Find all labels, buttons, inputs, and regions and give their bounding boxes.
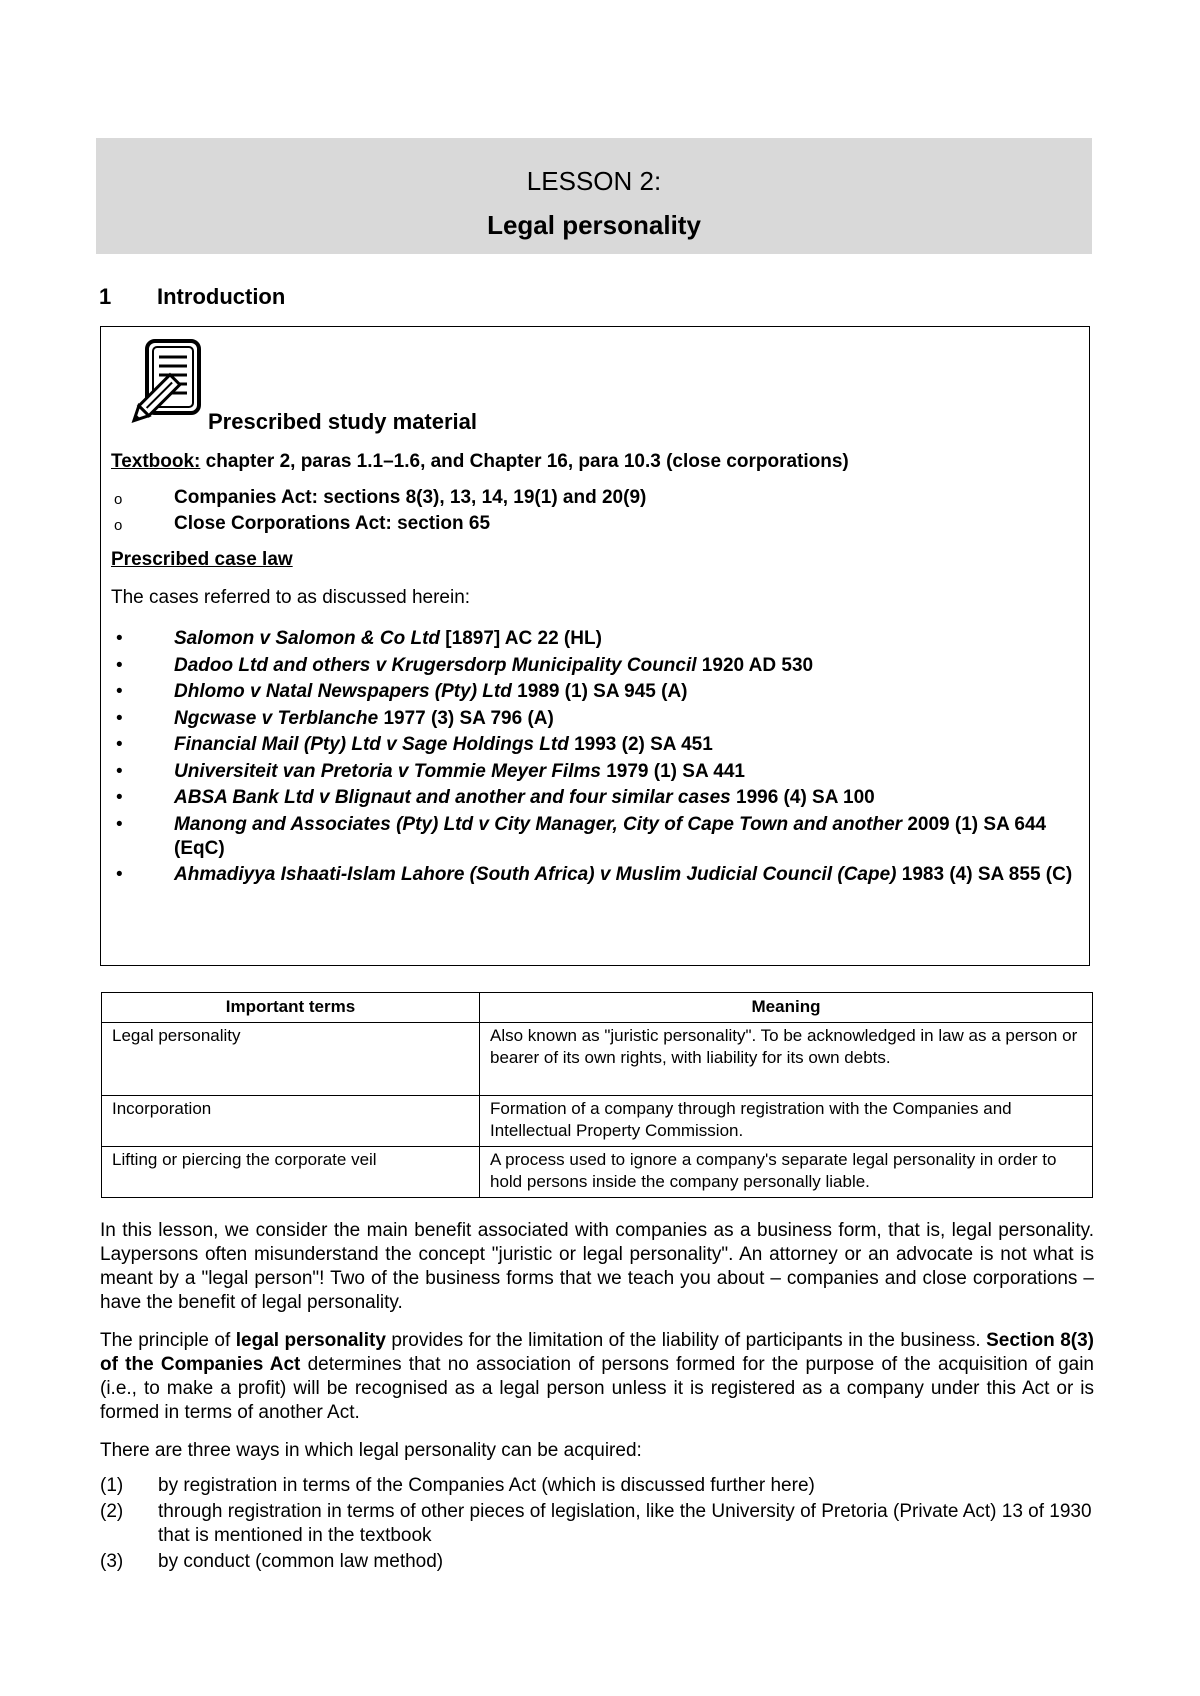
list-item: • Manong and Associates (Pty) Ltd v City Manager, City of Cape Town and another 2009 (1) SA 644 (EqC)	[116, 813, 1047, 859]
term-cell: Incorporation	[102, 1096, 480, 1147]
list-item	[100, 1474, 1094, 1498]
section-heading-introduction	[99, 284, 285, 310]
list-item	[100, 1500, 1094, 1548]
list-number: (2)	[100, 1501, 124, 1522]
list-item: • Financial Mail (Pty) Ltd v Sage Holdings Ltd 1993 (2) SA 451	[116, 734, 713, 755]
case-intro-text: The cases referred to as discussed herein:	[111, 587, 471, 608]
body-paragraph: The principle of legal personality provides for the limitation of the liability of participants in the business. Section 8(3) of the Companies Act determines that no association of persons formed for the purpose of the acquisition of gain (i.e., to make a profit) will be recognised as a legal person unless it is registered as a company under this Act or is formed in terms of another Act.	[100, 1330, 1094, 1423]
table-row	[102, 1023, 1093, 1096]
section-number: 1	[99, 284, 112, 309]
list-item: • Universiteit van Pretoria v Tommie Meyer Films 1979 (1) SA 441	[116, 760, 745, 782]
list-item	[100, 1550, 1094, 1574]
list-item: • Salomon v Salomon & Co Ltd [1897] AC 22 (HL)	[116, 628, 602, 649]
case-name: Ngcwase v Terblanche	[174, 707, 379, 729]
case-name: Universiteit van Pretoria v Tommie Meyer Films	[174, 760, 601, 782]
list-text: by conduct (common law method)	[158, 1551, 444, 1572]
bullet: o	[114, 517, 123, 534]
lesson-number: LESSON 2:	[526, 166, 662, 196]
case-list	[111, 627, 1076, 890]
case-citation: 2009 (1) SA 644 (EqC)	[174, 813, 1047, 859]
prescribed-case-law-heading: Prescribed case law	[111, 549, 293, 570]
prescribed-study-material-box	[100, 326, 1090, 966]
act-text: Companies Act: sections 8(3), 13, 14, 19(1) and 20(9)	[174, 487, 647, 508]
case-name: Ahmadiyya Ishaati-Islam Lahore (South Africa) v Muslim Judicial Council (Cape)	[174, 864, 897, 885]
column-header: Important terms	[102, 993, 480, 1023]
list-item	[111, 513, 646, 539]
textbook-reference	[111, 451, 849, 473]
meaning-cell: A process used to ignore a company's separate legal personality in order to hold persons inside the company personally liable.	[480, 1147, 1093, 1198]
meaning-cell: Also known as "juristic personality". To be acknowledged in law as a person or bearer of its own rights, with liability for its own debts.	[480, 1023, 1093, 1096]
list-item: • Ngcwase v Terblanche 1977 (3) SA 796 (A)	[116, 707, 554, 729]
act-text: Close Corporations Act: section 65	[174, 513, 491, 534]
list-item: • Dadoo Ltd and others v Krugersdorp Municipality Council 1920 AD 530	[116, 654, 814, 676]
list-text: through registration in terms of other pieces of legislation, like the University of Pretoria (Private Act) 13 of 1930 that is mentioned in the textbook	[158, 1501, 1092, 1546]
case-name: Dadoo Ltd and others v Krugersdorp Municipality Council	[174, 654, 697, 676]
case-citation: 1983 (4) SA 855 (C)	[896, 864, 1073, 885]
list-text: by registration in terms of the Companies Act (which is discussed further here)	[158, 1475, 815, 1496]
textbook-label: Textbook:	[111, 451, 201, 472]
case-citation: 1977 (3) SA 796 (A)	[378, 707, 554, 729]
case-name: Dhlomo v Natal Newspapers (Pty) Ltd	[174, 681, 512, 702]
legislation-list	[111, 487, 646, 539]
table-row	[102, 1096, 1093, 1147]
section-title: Introduction	[157, 284, 286, 309]
lesson-title-banner	[96, 138, 1092, 254]
bullet: o	[114, 491, 123, 508]
lesson-title: Legal personality	[487, 210, 701, 240]
case-citation: [1897] AC 22 (HL)	[440, 628, 602, 649]
case-citation: 1989 (1) SA 945 (A)	[511, 681, 688, 702]
meaning-cell: Formation of a company through registration with the Companies and Intellectual Property Commission.	[480, 1096, 1093, 1147]
body-paragraph: There are three ways in which legal personality can be acquired:	[100, 1440, 642, 1461]
case-citation: 1993 (2) SA 451	[568, 734, 713, 755]
table-header-row	[102, 993, 1093, 1023]
term-cell: Legal personality	[102, 1023, 480, 1096]
case-citation: 1920 AD 530	[696, 654, 814, 676]
list-number: (3)	[100, 1551, 124, 1572]
case-name: Financial Mail (Pty) Ltd v Sage Holdings Ltd	[174, 734, 569, 755]
prescribed-study-material-heading: Prescribed study material	[208, 409, 478, 434]
column-header: Meaning	[480, 993, 1093, 1023]
list-number: (1)	[100, 1475, 124, 1496]
list-item	[111, 487, 646, 513]
emphasis-legal-personality: legal personality	[235, 1330, 386, 1351]
table-row	[102, 1147, 1093, 1198]
list-item: • Ahmadiyya Ishaati-Islam Lahore (South Africa) v Muslim Judicial Council (Cape) 1983 (4) SA 855 (C)	[116, 864, 1073, 885]
term-cell: Lifting or piercing the corporate veil	[102, 1147, 480, 1198]
case-name: Manong and Associates (Pty) Ltd v City Manager, City of Cape Town and another	[174, 813, 903, 835]
list-item: • ABSA Bank Ltd v Blignaut and another and four similar cases 1996 (4) SA 100	[116, 787, 875, 808]
textbook-text: chapter 2, paras 1.1–1.6, and Chapter 16, para 10.3 (close corporations)	[200, 451, 849, 472]
case-name: Salomon v Salomon & Co Ltd	[174, 628, 441, 649]
list-item: • Dhlomo v Natal Newspapers (Pty) Ltd 1989 (1) SA 945 (A)	[116, 681, 688, 702]
case-citation: 1996 (4) SA 100	[730, 787, 875, 808]
important-terms-table	[101, 992, 1093, 1198]
case-citation: 1979 (1) SA 441	[600, 760, 745, 782]
document-pencil-icon	[123, 337, 205, 442]
case-name: ABSA Bank Ltd v Blignaut and another and four similar cases	[174, 787, 731, 808]
emphasis-section-reference: Section 8(3) of the Companies Act	[100, 1330, 1094, 1375]
body-paragraph: In this lesson, we consider the main benefit associated with companies as a business form, that is, legal personality. Laypersons often misunderstand the concept "juristic or legal personality". An attorney or an advocate is not what is meant by a "legal person"! Two of the business forms that we teach you about – companies and close corporations – have the benefit of legal personality.	[100, 1220, 1094, 1313]
acquisition-methods-list	[100, 1474, 1094, 1576]
